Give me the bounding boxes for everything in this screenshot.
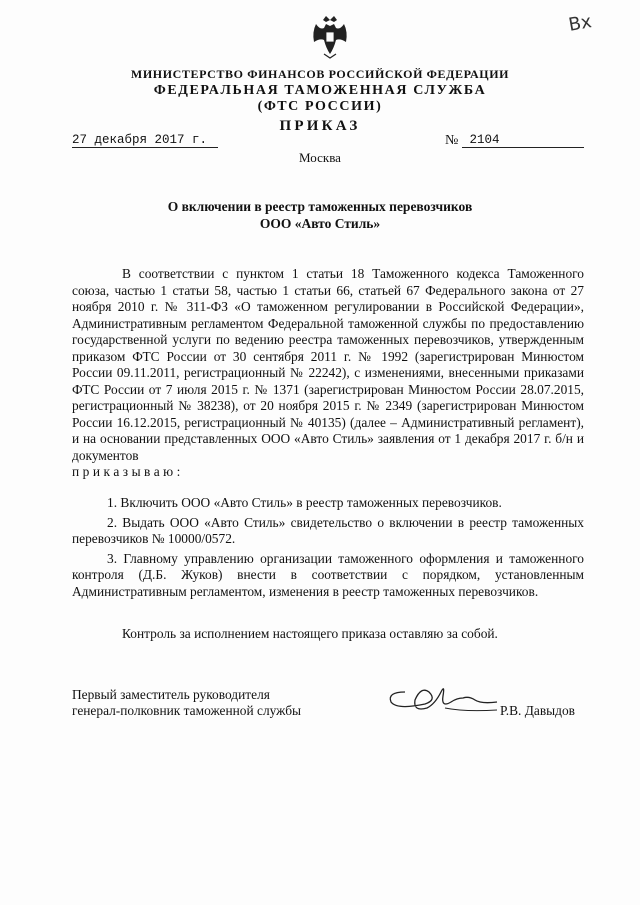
order-number-value: 2104 xyxy=(469,133,500,147)
coat-of-arms-icon xyxy=(310,14,350,60)
ministry-name: МИНИСТЕРСТВО ФИНАНСОВ РОССИЙСКОЙ ФЕДЕРАЦИИ xyxy=(130,67,510,81)
order-item-2: 2. Выдать ООО «Авто Стиль» свидетельство о включении в реестр таможенных перевозчиков № 10000/0572. xyxy=(72,514,584,546)
order-item-1: 1. Включить ООО «Авто Стиль» в реестр таможенных перевозчиков. xyxy=(107,495,502,510)
title-line-1: О включении в реестр таможенных перевозчиков xyxy=(167,199,473,214)
number-sign: № xyxy=(445,133,459,148)
order-date: 27 декабря 2017 г. xyxy=(72,133,218,148)
document-type: ПРИКАЗ xyxy=(279,118,361,134)
order-items xyxy=(72,495,584,603)
order-number xyxy=(462,133,584,148)
signatory-position xyxy=(72,687,301,719)
order-item-3: 3. Главному управлению организации таможенного оформления и таможенного контроля (Д.Б. Жуков) внести в соответствии с порядком, установленным Административным регламентом, изменения в реестр таможенных перевозчиков. xyxy=(72,550,584,599)
city: Москва xyxy=(299,150,341,165)
service-name: ФЕДЕРАЛЬНАЯ ТАМОЖЕННАЯ СЛУЖБА xyxy=(153,83,487,98)
position-line-2: генерал-полковник таможенной службы xyxy=(72,703,302,718)
order-word: приказываю: xyxy=(72,464,184,479)
handwritten-signature xyxy=(385,678,505,718)
position-line-1: Первый заместитель руководителя xyxy=(72,687,270,702)
title-line-2: ООО «Авто Стиль» xyxy=(259,216,381,231)
service-short-name: (ФТС РОССИИ) xyxy=(257,99,383,114)
control-statement: Контроль за исполнением настоящего приказа оставляю за собой. xyxy=(122,626,498,641)
preamble-text: В соответствии с пунктом 1 статьи 18 Таможенного кодекса Таможенного союза, частью 1 статьи 58, частью 1 статьи 66, статьей 67 Федерального закона от 27 ноября 2010 г. № 311-ФЗ «О таможенном регулировании в Российской Федерации», Административным регламентом Федеральной таможенной службы по предоставлению государственной услуги по ведению реестра таможенных перевозчиков, утвержденным приказом ФТС России от 30 сентября 2011 г. № 1992 (зарегистрирован Минюстом России 09.11.2011, регистрационный № 22242), с изменениями, внесенными приказами ФТС России от 7 июля 2015 г. № 1371 (зарегистрирован Минюстом России 28.07.2015, регистрационный № 38238), от 20 ноября 2015 г. № 2349 (зарегистрирован Минюстом России 16.12.2015, регистрационный № 40135) (далее – Административный регламент), и на основании представленных ООО «Авто Стиль» заявления от 1 декабря 2017 г. б/н и документов xyxy=(72,266,584,463)
preamble xyxy=(72,266,584,481)
signatory-name: Р.В. Давыдов xyxy=(500,703,575,718)
handwritten-mark: Вх xyxy=(566,11,594,36)
